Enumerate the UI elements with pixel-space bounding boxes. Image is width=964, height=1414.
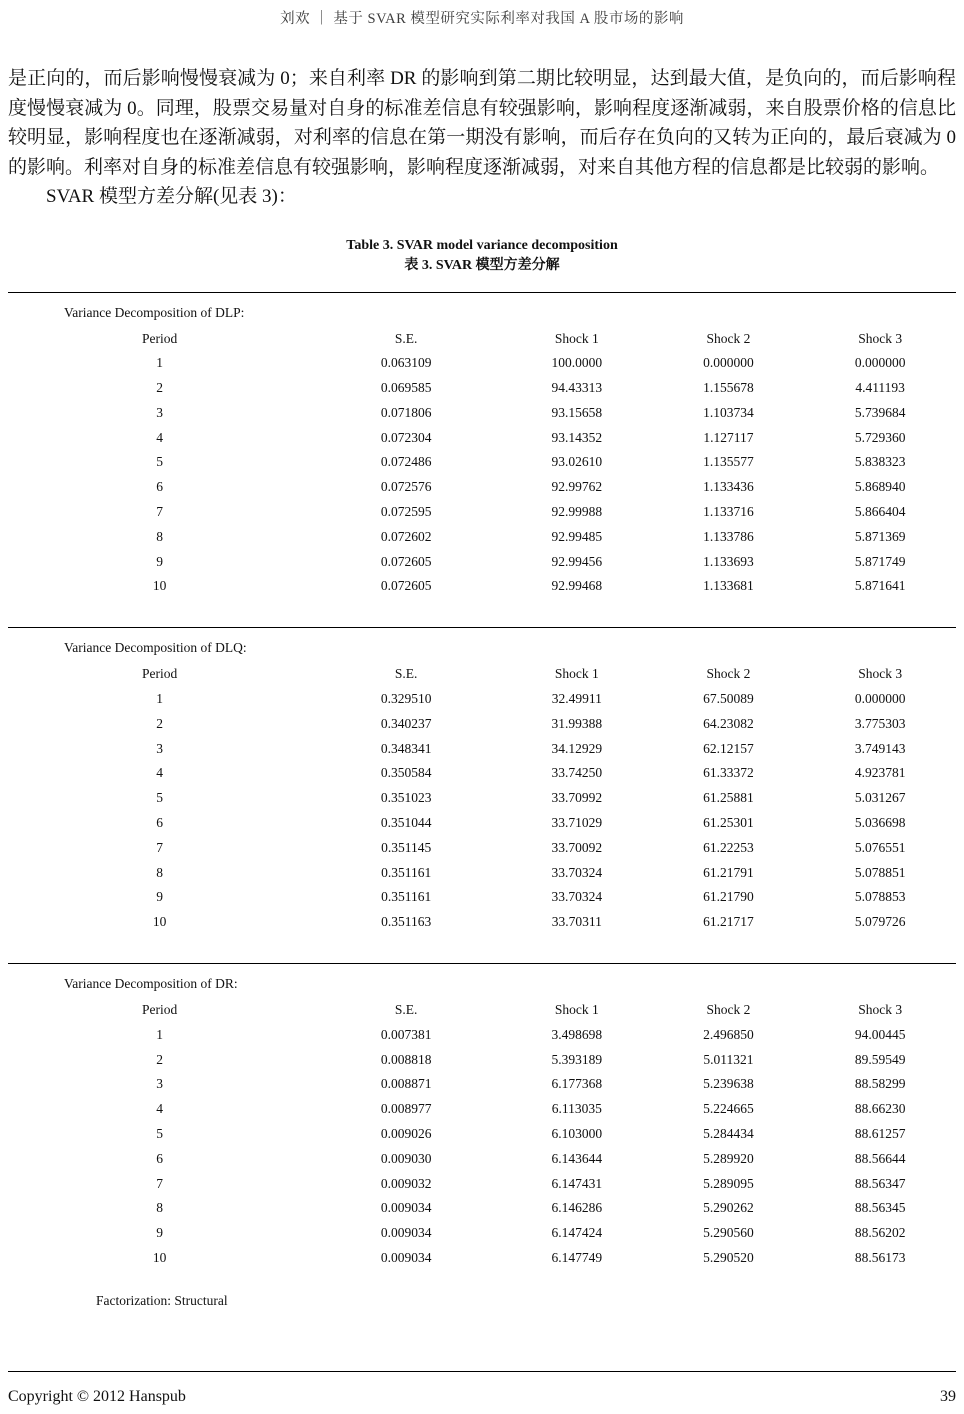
table-cell: 5.871749 (854, 553, 906, 569)
table-cell: 92.99468 (551, 578, 603, 594)
table-cell: 0.072486 (380, 454, 432, 470)
table-cell: 61.21790 (703, 889, 754, 905)
table-cell: 8 (156, 528, 164, 544)
table-row (8, 761, 956, 786)
table-cell: 5.739684 (854, 404, 906, 420)
page-content (0, 64, 964, 1309)
table-row (8, 1196, 956, 1221)
table-cell: 4.411193 (855, 380, 905, 396)
table-cell: 5.078851 (854, 864, 906, 880)
table-cell: 61.22253 (703, 839, 754, 855)
table-cell: 5.290560 (703, 1225, 754, 1241)
table-cell: 1.133693 (703, 553, 754, 569)
table-cell: 8 (156, 864, 164, 880)
table-row (8, 1246, 956, 1271)
table-row (8, 401, 956, 426)
table-cell: 0.072304 (380, 429, 432, 445)
table-row (8, 1048, 956, 1073)
table-cell: 6 (156, 479, 164, 495)
table-cell: 5.290520 (703, 1250, 754, 1265)
table-cell: 5.289095 (703, 1175, 754, 1191)
table-cell: 0.009030 (380, 1150, 432, 1166)
table-cell: 33.70992 (551, 790, 603, 806)
table-row (8, 861, 956, 886)
running-head: 刘欢 ｜ 基于 SVAR 模型研究实际利率对我国 A 股市场的影响 (280, 11, 684, 27)
table-cell: 2.496850 (703, 1026, 754, 1042)
column-header: Shock 2 (706, 666, 751, 682)
table-row (8, 1122, 956, 1147)
table-cell: 2 (156, 1051, 164, 1067)
table-cell: 5.011321 (703, 1051, 754, 1067)
table-cell: 88.56345 (854, 1200, 906, 1216)
table-cell: 0.072605 (380, 578, 432, 594)
table-header-row (8, 998, 956, 1023)
table-cell: 7 (156, 504, 164, 520)
table-cell: 5.036698 (854, 815, 906, 831)
page-footer (8, 1371, 956, 1406)
table-row (8, 450, 956, 475)
table-row (8, 525, 956, 550)
table-cell: 61.21717 (703, 914, 754, 930)
footer-rule (8, 1371, 956, 1372)
table-cell: 6 (156, 815, 164, 831)
table-cell: 5.224665 (703, 1101, 754, 1117)
table-row (8, 1023, 956, 1048)
table-cell: 6.113035 (551, 1101, 602, 1117)
table-row (8, 1221, 956, 1246)
column-header: Shock 2 (706, 1002, 751, 1018)
table-cell: 5.290262 (703, 1200, 754, 1216)
table-cell: 0.348341 (380, 740, 432, 756)
column-header: Shock 3 (858, 666, 903, 682)
table-cell: 0.071806 (380, 404, 432, 420)
table-cell: 3 (156, 740, 164, 756)
table-cell: 92.99485 (551, 528, 603, 544)
table-row (8, 737, 956, 762)
table-cell: 0.008818 (380, 1051, 432, 1067)
table-row (8, 1147, 956, 1172)
table-cell: 4 (156, 765, 164, 781)
table-cell: 93.15658 (551, 404, 603, 420)
table-cell: 5.078853 (854, 889, 906, 905)
table-lead-in: SVAR 模型方差分解(见表 3)： (46, 186, 297, 207)
section-title: Variance Decomposition of DLQ: (64, 640, 247, 656)
variance-table (8, 292, 956, 1271)
table-cell: 92.99762 (551, 479, 603, 495)
table-cell: 3.775303 (854, 715, 906, 731)
table-cell: 5.289920 (703, 1150, 754, 1166)
table-cell: 1.133786 (703, 528, 754, 544)
table-cell: 7 (156, 1175, 164, 1191)
section-divider (8, 963, 956, 964)
column-header: Period (142, 330, 178, 346)
table-cell: 0.007381 (380, 1026, 432, 1042)
table-cell: 94.43313 (551, 380, 603, 396)
table-row (8, 1097, 956, 1122)
table-cell: 33.70324 (551, 864, 603, 880)
table-cell: 0.072595 (380, 504, 432, 520)
table-cell: 33.70311 (551, 914, 602, 930)
table-cell: 1 (156, 355, 164, 371)
table-row (8, 1172, 956, 1197)
table-top-rule (8, 292, 956, 293)
table-cell: 32.49911 (551, 691, 602, 707)
variance-section (8, 634, 956, 963)
table-cell: 4 (156, 1101, 164, 1117)
table-row (8, 351, 956, 376)
table-cell: 1.133716 (703, 504, 754, 520)
table-cell: 6 (156, 1150, 164, 1166)
table-cell: 5 (156, 790, 164, 806)
table-cell: 88.56202 (854, 1225, 906, 1241)
column-header: Shock 1 (554, 1002, 599, 1018)
table-cell: 93.02610 (551, 454, 603, 470)
table-cell: 0.000000 (854, 355, 906, 371)
table-cell: 0.351161 (381, 864, 432, 880)
column-header: S.E. (394, 1002, 418, 1018)
table-cell: 9 (156, 1225, 164, 1241)
table-cell: 33.71029 (551, 815, 603, 831)
table-footnote: Factorization: Structural (96, 1292, 228, 1308)
table-cell: 0.072605 (380, 553, 432, 569)
table-cell: 1 (156, 1026, 164, 1042)
table-cell: 10 (152, 914, 167, 930)
table-cell: 5.079726 (854, 914, 906, 930)
table-cell: 61.25301 (703, 815, 754, 831)
table-cell: 1.103734 (703, 404, 754, 420)
table-header-row (8, 327, 956, 352)
table-cell: 0.009032 (380, 1175, 432, 1191)
table-cell: 0.072576 (380, 479, 432, 495)
table-cell: 5 (156, 454, 164, 470)
table-cell: 3.749143 (854, 740, 906, 756)
table-cell: 3.498698 (551, 1026, 603, 1042)
table-caption-english: Table 3. SVAR model variance decomposition (346, 237, 618, 253)
table-cell: 100.0000 (551, 355, 603, 371)
copyright-text: Copyright © 2012 Hanspub (8, 1388, 186, 1405)
column-header: S.E. (394, 330, 418, 346)
table-cell: 5.871369 (854, 528, 906, 544)
table-cell: 33.70092 (551, 839, 603, 855)
table-cell: 5.393189 (551, 1051, 603, 1067)
table-row (8, 687, 956, 712)
column-header: Period (142, 666, 178, 682)
table-cell: 88.66230 (854, 1101, 906, 1117)
table-cell: 31.99388 (551, 715, 603, 731)
table-cell: 5.031267 (854, 790, 906, 806)
table-cell: 88.56173 (854, 1250, 906, 1265)
table-cell: 0.009034 (380, 1250, 432, 1265)
variance-section (8, 299, 956, 628)
table-header-row (8, 662, 956, 687)
body-paragraph: 是正向的，而后影响慢慢衰减为 0；来自利率 DR 的影响到第二期比较明显，达到最大值，是负向的，而后影响程度慢慢衰减为 0。同理，股票交易量对自身的标准差信息有较强影响，影响程度逐渐减弱，来自股票价格的信息比较明显，影响程度也在逐渐减弱，对利率的信息在第一期没有影响，而后存在负向的又转为正向的，最后衰减为 0 的影响。利率对自身的标准差信息有较强影响，影响程度逐渐减弱，对来自其他方程的信息都是比较弱的影响。 (8, 68, 956, 178)
table-body (8, 687, 956, 935)
table-cell: 8 (156, 1200, 164, 1216)
table-cell: 10 (152, 1250, 167, 1265)
table-cell: 61.21791 (703, 864, 754, 880)
table-cell: 5.284434 (703, 1126, 754, 1142)
table-cell: 6.146286 (551, 1200, 603, 1216)
table-cell: 62.12157 (703, 740, 754, 756)
column-header: Shock 1 (554, 666, 599, 682)
table-cell: 94.00445 (854, 1026, 906, 1042)
column-header: Shock 2 (706, 330, 751, 346)
table-cell: 88.56644 (854, 1150, 906, 1166)
table-cell: 0.063109 (380, 355, 432, 371)
table-cell: 5 (156, 1126, 164, 1142)
table-cell: 10 (152, 578, 167, 594)
table-cell: 1.133681 (703, 578, 754, 594)
table-cell: 6.143644 (551, 1150, 603, 1166)
table-cell: 89.59549 (854, 1051, 906, 1067)
table-cell: 5.868940 (854, 479, 906, 495)
table-cell: 0.329510 (380, 691, 432, 707)
table-cell: 0.009034 (380, 1200, 432, 1216)
table-cell: 0.000000 (703, 355, 754, 371)
table-cell: 0.008871 (380, 1076, 432, 1092)
table-cell: 64.23082 (703, 715, 754, 731)
table-cell: 0.340237 (380, 715, 432, 731)
variance-section (8, 970, 956, 1271)
table-cell: 6.103000 (551, 1126, 603, 1142)
table-cell: 92.99456 (551, 553, 603, 569)
table-cell: 93.14352 (551, 429, 603, 445)
table-cell: 9 (156, 889, 164, 905)
table-body (8, 351, 956, 599)
table-cell: 33.70324 (551, 889, 603, 905)
column-header: Shock 3 (858, 1002, 903, 1018)
table-cell: 88.61257 (854, 1126, 906, 1142)
table-row (8, 811, 956, 836)
table-cell: 7 (156, 839, 164, 855)
table-cell: 4 (156, 429, 164, 445)
table-cell: 34.12929 (551, 740, 603, 756)
table-cell: 0.351161 (381, 889, 432, 905)
table-cell: 92.99988 (551, 504, 603, 520)
table-cell: 0.351163 (381, 914, 432, 930)
table-cell: 5.729360 (854, 429, 906, 445)
table-cell: 61.33372 (703, 765, 754, 781)
column-header: Shock 1 (554, 330, 599, 346)
table-cell: 5.076551 (854, 839, 906, 855)
table-cell: 0.008977 (380, 1101, 432, 1117)
table-row (8, 786, 956, 811)
table-cell: 3 (156, 1076, 164, 1092)
table-cell: 5.871641 (854, 578, 906, 594)
table-row (8, 712, 956, 737)
table-cell: 6.177368 (551, 1076, 603, 1092)
table-cell: 5.838323 (854, 454, 906, 470)
table-cell: 0.351023 (380, 790, 432, 806)
table-cell: 33.74250 (551, 765, 603, 781)
table-cell: 4.923781 (854, 765, 906, 781)
section-title: Variance Decomposition of DLP: (64, 304, 245, 320)
table-cell: 1.155678 (703, 380, 754, 396)
table-cell: 0.351145 (381, 839, 432, 855)
table-row (8, 550, 956, 575)
table-body (8, 1023, 956, 1271)
column-header: S.E. (394, 666, 418, 682)
table-row (8, 376, 956, 401)
table-cell: 0.000000 (854, 691, 906, 707)
table-cell: 5.866404 (854, 504, 906, 520)
column-header: Period (142, 1002, 178, 1018)
table-caption-chinese: 表 3. SVAR 模型方差分解 (404, 257, 560, 273)
table-cell: 0.351044 (380, 815, 432, 831)
page-number: 39 (940, 1388, 956, 1405)
table-cell: 6.147749 (551, 1250, 603, 1265)
table-cell: 1.127117 (703, 429, 754, 445)
table-row (8, 1072, 956, 1097)
table-cell: 6.147424 (551, 1225, 603, 1241)
table-cell: 0.009034 (380, 1225, 432, 1241)
table-row (8, 500, 956, 525)
table-cell: 88.58299 (854, 1076, 906, 1092)
table-cell: 88.56347 (854, 1175, 906, 1191)
table-row (8, 885, 956, 910)
table-cell: 0.069585 (380, 380, 432, 396)
table-row (8, 836, 956, 861)
table-cell: 0.009026 (380, 1126, 432, 1142)
section-title: Variance Decomposition of DR: (64, 976, 238, 992)
table-cell: 0.350584 (380, 765, 432, 781)
table-cell: 1.135577 (703, 454, 754, 470)
table-cell: 3 (156, 404, 164, 420)
table-row (8, 574, 956, 599)
table-cell: 6.147431 (551, 1175, 603, 1191)
table-cell: 1 (156, 691, 164, 707)
table-cell: 2 (156, 715, 164, 731)
table-cell: 9 (156, 553, 164, 569)
table-cell: 5.239638 (703, 1076, 754, 1092)
column-header: Shock 3 (858, 330, 903, 346)
table-cell: 1.133436 (703, 479, 754, 495)
table-cell: 61.25881 (703, 790, 754, 806)
table-row (8, 910, 956, 935)
table-cell: 67.50089 (703, 691, 754, 707)
table-cell: 0.072602 (380, 528, 432, 544)
table-row (8, 475, 956, 500)
table-row (8, 426, 956, 451)
table-cell: 2 (156, 380, 164, 396)
section-divider (8, 627, 956, 628)
